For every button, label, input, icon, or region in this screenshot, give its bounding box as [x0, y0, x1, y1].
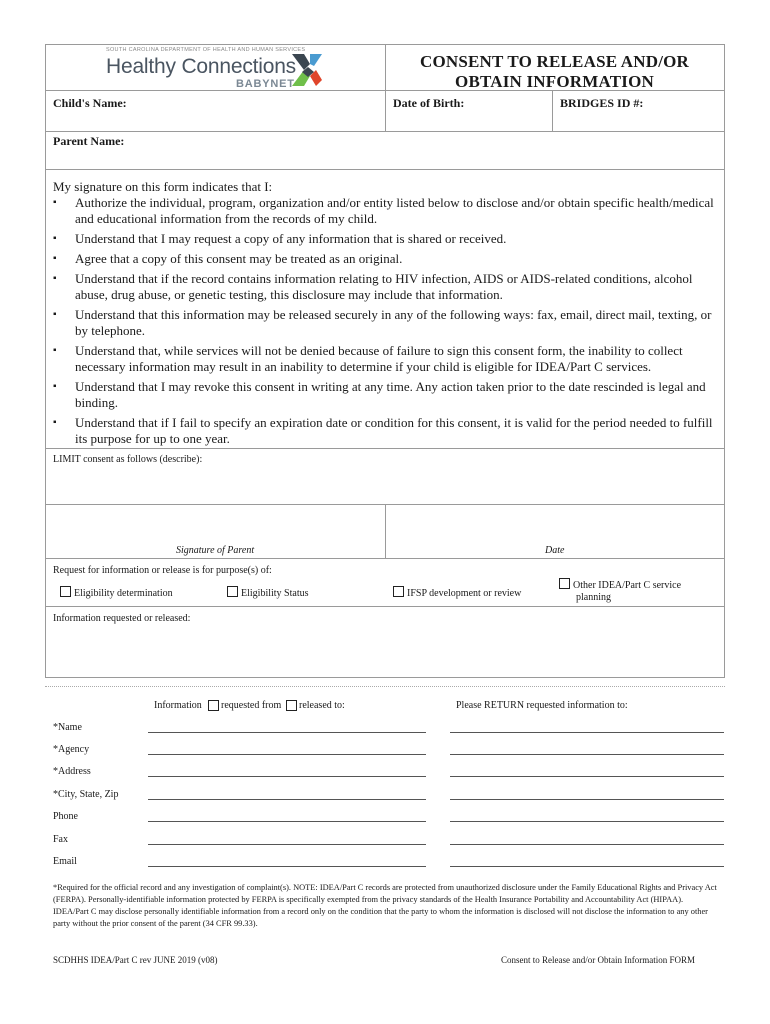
option-label: IFSP development or review [407, 588, 522, 599]
requested-from-label: requested from [221, 700, 282, 711]
checkbox[interactable] [393, 586, 404, 597]
footnote: *Required for the official record and any investigation of complaint(s). NOTE: IDEA/Part C records are protected from unauthorized disclosure under the Family Educational Rights and Privacy Act (FERPA). Personally-identifiable information protected by FERPA is specifically exempted from the privacy standards of the Health Insurance Portability and Accountability Act (HIPAA). IDEA/Part C may disclose personally identifiable information from a record only on the condition that the party to whom the information is disclosed will not disclose the information to any other party without the prior consent of the parent (34 CFR 99.33). [53, 883, 717, 928]
info-requested-label: Information requested or released: [53, 613, 191, 624]
form-revision: SCDHHS IDEA/Part C rev JUNE 2019 (v08) [53, 955, 218, 965]
purpose-other[interactable] [559, 578, 681, 591]
name-return-field[interactable] [450, 732, 724, 733]
purpose-label: Request for information or release is for purpose(s) of: [53, 565, 272, 576]
bridges-id-field[interactable] [553, 110, 724, 130]
list-item: ▪ Understand that if I fail to specify an expiration date or condition for this consent, it is valid for the period needed to fulfill its purpose for up to one year. [53, 415, 721, 447]
limit-consent-field[interactable] [46, 468, 724, 502]
fax-row-label: Fax [53, 834, 68, 845]
released-to-label: released to: [299, 700, 345, 711]
fax-return-field[interactable] [450, 844, 724, 845]
divider [45, 558, 725, 559]
phone-return-field[interactable] [450, 821, 724, 822]
phone-row-label: Phone [53, 811, 78, 822]
name-from-field[interactable] [148, 732, 426, 733]
limit-consent-label: LIMIT consent as follows (describe): [53, 454, 203, 465]
agency-row-label: *Agency [53, 744, 90, 755]
logo-name: Healthy Connections [106, 55, 296, 78]
title-line-2: OBTAIN INFORMATION [455, 72, 654, 91]
child-name-field[interactable] [46, 110, 384, 130]
fax-from-field[interactable] [148, 844, 426, 845]
date-label: Date [545, 545, 565, 556]
name-row-label: *Name [53, 722, 82, 733]
phone-from-field[interactable] [148, 821, 426, 822]
email-return-field[interactable] [450, 866, 724, 867]
agency-from-field[interactable] [148, 754, 426, 755]
city-row-label: *City, State, Zip [53, 789, 119, 800]
dob-label: Date of Birth: [393, 96, 465, 110]
released-to-checkbox[interactable] [286, 700, 297, 711]
divider [45, 169, 725, 170]
consent-terms-list [53, 195, 721, 451]
intro-text: My signature on this form indicates that I: [53, 179, 273, 194]
email-row-label: Email [53, 856, 77, 867]
list-item: ▪ Understand that I may revoke this consent in writing at any time. Any action taken prior to the date rescinded is legal and binding. [53, 379, 721, 411]
information-label: Information [154, 700, 202, 711]
list-item: ▪ Understand that if the record contains information relating to HIV infection, AIDS or AIDS-related conditions, alcohol abuse, drug abuse, or genetic testing, this disclosure may include that information. [53, 271, 721, 303]
option-label: Other IDEA/Part C service [573, 580, 682, 591]
logo-agency-text: SOUTH CAROLINA DEPARTMENT OF HEALTH AND HUMAN SERVICES [106, 47, 306, 53]
checkbox[interactable] [559, 578, 570, 589]
list-item: ▪ Authorize the individual, program, organization and/or entity listed below to disclose and/or obtain specific health/medical and educational information from the records of my child. [53, 195, 721, 227]
address-row-label: *Address [53, 766, 91, 777]
child-name-label: Child's Name: [53, 96, 127, 110]
divider [45, 131, 725, 132]
option-label: Eligibility Status [241, 588, 309, 599]
info-requested-field[interactable] [46, 627, 724, 676]
address-from-field[interactable] [148, 776, 426, 777]
purpose-ifsp[interactable] [393, 586, 521, 599]
checkbox[interactable] [60, 586, 71, 597]
email-from-field[interactable] [148, 866, 426, 867]
address-return-field[interactable] [450, 776, 724, 777]
return-to-label: Please RETURN requested information to: [456, 700, 628, 711]
purpose-other-line-2: planning [576, 592, 611, 603]
requested-from-checkbox[interactable] [208, 700, 219, 711]
date-field[interactable] [386, 505, 724, 545]
parent-name-field[interactable] [46, 148, 724, 168]
section-separator [45, 686, 725, 687]
list-item: ▪ Understand that I may request a copy of any information that is shared or received. [53, 231, 721, 247]
divider [45, 606, 725, 607]
list-item: ▪ Agree that a copy of this consent may be treated as an original. [53, 251, 721, 267]
city-return-field[interactable] [450, 799, 724, 800]
list-item: ▪ Understand that, while services will not be denied because of failure to sign this consent form, the inability to collect necessary information may result in an inability to determine if your child is eligible for IDEA/Part C services. [53, 343, 721, 375]
purpose-eligibility-status[interactable] [227, 586, 309, 599]
dob-field[interactable] [386, 110, 551, 130]
parent-name-label: Parent Name: [53, 134, 125, 148]
purpose-eligibility-determination[interactable] [60, 586, 173, 599]
option-label: Eligibility determination [74, 588, 173, 599]
list-item: ▪ Understand that this information may be released securely in any of the following ways: fax, email, direct mail, texting, or by telephone. [53, 307, 721, 339]
checkbox[interactable] [227, 586, 238, 597]
bridges-id-label: BRIDGES ID #: [560, 96, 644, 110]
agency-return-field[interactable] [450, 754, 724, 755]
logo-subtitle: BABYNET [236, 78, 295, 90]
title-line-1: CONSENT TO RELEASE AND/OR [419, 52, 690, 71]
city-from-field[interactable] [148, 799, 426, 800]
parent-signature-field[interactable] [46, 505, 384, 545]
form-name: Consent to Release and/or Obtain Information FORM [501, 955, 695, 965]
signature-label: Signature of Parent [176, 545, 255, 556]
